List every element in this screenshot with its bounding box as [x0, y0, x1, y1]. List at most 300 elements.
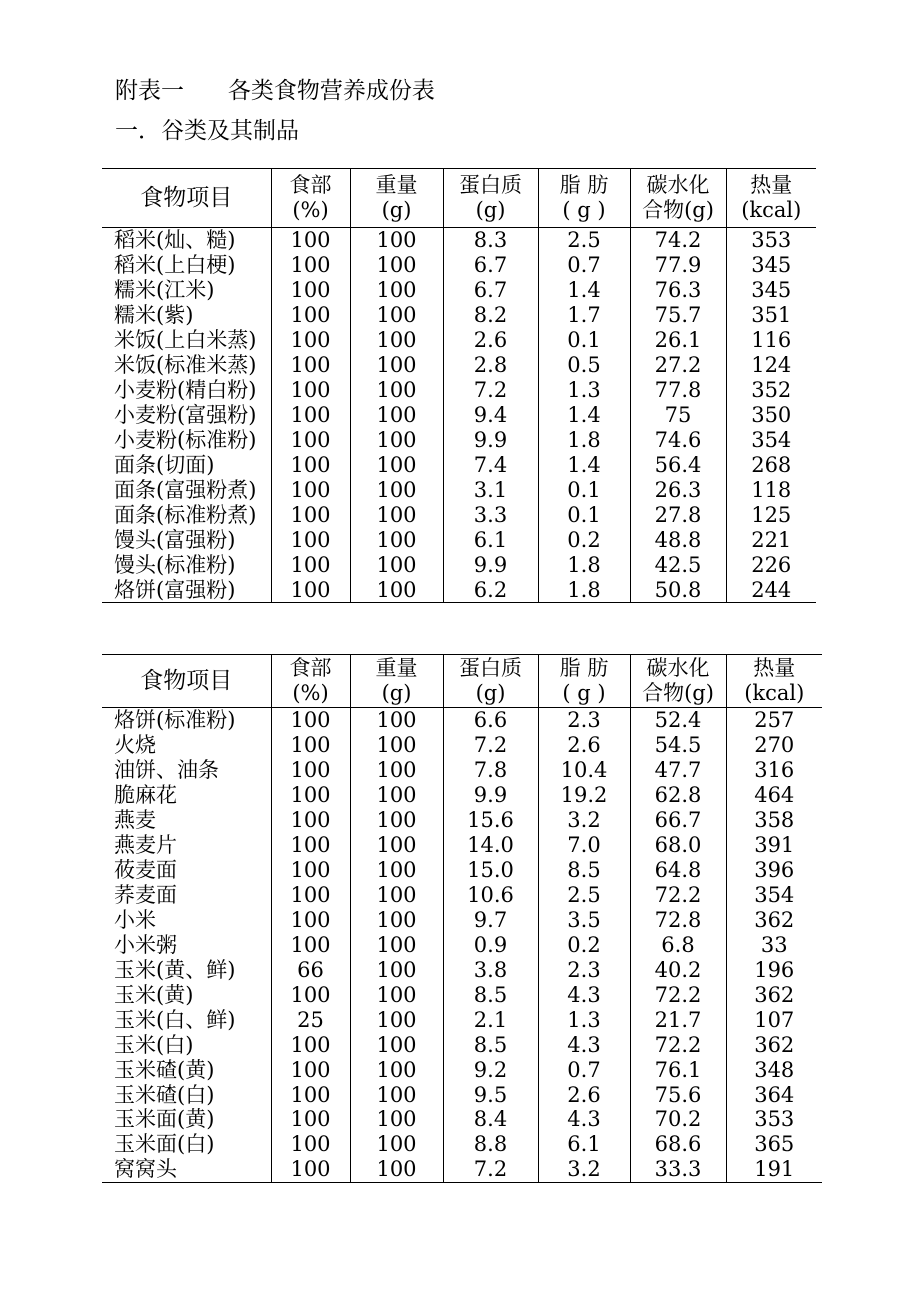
cell-energy: 345 [726, 278, 816, 303]
cell-food-item: 米饭(上白米蒸) [114, 328, 257, 353]
table-row [102, 883, 822, 908]
header-line: (kcal) [744, 681, 805, 705]
cell-food-item: 玉米(白、鲜) [114, 1007, 236, 1032]
cell-food-item: 玉米面(黄) [114, 1107, 215, 1132]
table-row [102, 1157, 822, 1182]
cell-edible-portion: 100 [271, 353, 350, 378]
nutrition-table-1 [102, 168, 816, 603]
cell-protein: 8.8 [443, 1132, 538, 1157]
cell-weight: 100 [350, 428, 443, 453]
cell-fat: 1.8 [538, 577, 630, 602]
section-heading: 一．谷类及其制品 [115, 118, 299, 144]
cell-energy: 354 [726, 883, 822, 908]
header-line: 重量 [375, 173, 418, 197]
cell-fat: 1.4 [538, 278, 630, 303]
cell-edible-portion: 100 [271, 883, 350, 908]
cell-food-item: 面条(切面) [114, 452, 215, 477]
cell-weight: 100 [350, 932, 443, 957]
table-row [102, 378, 816, 403]
header-carbohydrate [630, 169, 726, 228]
cell-weight: 100 [350, 1057, 443, 1082]
cell-energy: 226 [726, 552, 816, 577]
table-row [102, 577, 816, 602]
header-line: (kcal) [741, 198, 802, 222]
cell-protein: 3.8 [443, 957, 538, 982]
cell-edible-portion: 100 [271, 808, 350, 833]
cell-carbohydrate: 48.8 [630, 527, 726, 552]
header-line: 热量 [750, 173, 793, 197]
cell-fat: 3.2 [538, 808, 630, 833]
cell-carbohydrate: 47.7 [630, 758, 726, 783]
cell-food-item: 馒头(富强粉) [114, 527, 236, 552]
cell-edible-portion: 100 [271, 783, 350, 808]
cell-energy: 391 [726, 833, 822, 858]
header-fat [538, 169, 630, 228]
cell-carbohydrate: 64.8 [630, 858, 726, 883]
cell-fat: 0.7 [538, 1057, 630, 1082]
cell-energy: 124 [726, 353, 816, 378]
cell-protein: 6.7 [443, 253, 538, 278]
table-row [102, 403, 816, 428]
cell-energy: 358 [726, 808, 822, 833]
header-line: 合物(g) [642, 198, 714, 222]
cell-weight: 100 [350, 1107, 443, 1132]
cell-weight: 100 [350, 353, 443, 378]
cell-edible-portion: 100 [271, 1157, 350, 1182]
cell-food-item: 糯米(江米) [114, 278, 215, 303]
cell-energy: 348 [726, 1057, 822, 1082]
cell-food-item: 稻米(灿、糙) [114, 228, 236, 253]
cell-fat: 1.3 [538, 1007, 630, 1032]
cell-weight: 100 [350, 1007, 443, 1032]
cell-fat: 2.6 [538, 1082, 630, 1107]
cell-protein: 9.9 [443, 428, 538, 453]
cell-carbohydrate: 72.8 [630, 908, 726, 933]
table-row [102, 708, 822, 733]
cell-protein: 3.1 [443, 477, 538, 502]
table-row [102, 253, 816, 278]
cell-weight: 100 [350, 833, 443, 858]
header-line: 蛋白质 [459, 173, 522, 197]
cell-weight: 100 [350, 1132, 443, 1157]
cell-carbohydrate: 77.8 [630, 378, 726, 403]
cell-energy: 270 [726, 733, 822, 758]
table-row [102, 328, 816, 353]
cell-food-item: 馒头(标准粉) [114, 552, 236, 577]
cell-fat: 4.3 [538, 1032, 630, 1057]
cell-fat: 0.7 [538, 253, 630, 278]
cell-food-item: 稻米(上白梗) [114, 253, 236, 278]
cell-edible-portion: 66 [271, 957, 350, 982]
cell-protein: 6.2 [443, 577, 538, 602]
cell-weight: 100 [350, 577, 443, 602]
cell-edible-portion: 100 [271, 932, 350, 957]
cell-carbohydrate: 26.3 [630, 477, 726, 502]
cell-carbohydrate: 72.2 [630, 982, 726, 1007]
table-row [102, 452, 816, 477]
cell-fat: 4.3 [538, 1107, 630, 1132]
cell-protein: 15.0 [443, 858, 538, 883]
cell-food-item: 玉米(白) [114, 1032, 194, 1057]
cell-energy: 396 [726, 858, 822, 883]
header-fat [538, 655, 630, 708]
cell-food-item: 油饼、油条 [114, 758, 219, 783]
cell-fat: 3.5 [538, 908, 630, 933]
cell-food-item: 小麦粉(精白粉) [114, 378, 257, 403]
cell-weight: 100 [350, 477, 443, 502]
header-line: 脂 肪 [559, 173, 609, 197]
cell-food-item: 糯米(紫) [114, 303, 194, 328]
header-line: ( g ) [562, 681, 606, 705]
table-row [102, 758, 822, 783]
cell-edible-portion: 100 [271, 733, 350, 758]
cell-energy: 362 [726, 1032, 822, 1057]
cell-carbohydrate: 27.2 [630, 353, 726, 378]
cell-fat: 2.6 [538, 733, 630, 758]
cell-food-item: 烙饼(富强粉) [102, 577, 271, 602]
cell-fat: 2.5 [538, 883, 630, 908]
header-line: (g) [381, 681, 412, 705]
cell-fat: 10.4 [538, 758, 630, 783]
cell-carbohydrate: 26.1 [630, 328, 726, 353]
cell-weight: 100 [350, 1082, 443, 1107]
cell-edible-portion: 100 [271, 858, 350, 883]
cell-energy: 365 [726, 1132, 822, 1157]
cell-food-item: 窝窝头 [102, 1157, 271, 1182]
cell-energy: 464 [726, 783, 822, 808]
cell-food-item: 面条(标准粉煮) [114, 502, 257, 527]
cell-energy: 196 [726, 957, 822, 982]
table-row [102, 1107, 822, 1132]
cell-edible-portion: 100 [271, 502, 350, 527]
cell-protein: 9.9 [443, 783, 538, 808]
cell-energy: 107 [726, 1007, 822, 1032]
cell-protein: 2.8 [443, 353, 538, 378]
cell-edible-portion: 100 [271, 477, 350, 502]
cell-weight: 100 [350, 783, 443, 808]
cell-fat: 0.1 [538, 328, 630, 353]
cell-protein: 7.4 [443, 452, 538, 477]
header-weight [350, 655, 443, 708]
cell-fat: 4.3 [538, 982, 630, 1007]
cell-protein: 9.4 [443, 403, 538, 428]
table-row [102, 353, 816, 378]
cell-edible-portion: 100 [271, 228, 350, 253]
cell-food-item: 脆麻花 [114, 783, 177, 808]
cell-energy: 353 [726, 1107, 822, 1132]
cell-protein: 8.4 [443, 1107, 538, 1132]
cell-edible-portion: 100 [271, 403, 350, 428]
table-row [102, 552, 816, 577]
table-row [102, 428, 816, 453]
table-row [102, 303, 816, 328]
cell-carbohydrate: 40.2 [630, 957, 726, 982]
cell-fat: 1.8 [538, 552, 630, 577]
cell-edible-portion: 100 [271, 1057, 350, 1082]
table-row [102, 477, 816, 502]
cell-weight: 100 [350, 908, 443, 933]
cell-food-item: 玉米碴(黄) [114, 1057, 215, 1082]
cell-carbohydrate: 56.4 [630, 452, 726, 477]
cell-food-item: 燕麦片 [114, 833, 177, 858]
cell-energy: 345 [726, 253, 816, 278]
cell-energy: 362 [726, 982, 822, 1007]
cell-carbohydrate: 76.3 [630, 278, 726, 303]
cell-fat: 2.3 [538, 957, 630, 982]
cell-protein: 7.2 [443, 733, 538, 758]
cell-edible-portion: 100 [271, 452, 350, 477]
table-row [102, 957, 822, 982]
cell-energy: 191 [726, 1157, 822, 1182]
cell-carbohydrate: 75.6 [630, 1082, 726, 1107]
cell-energy: 244 [726, 577, 816, 602]
cell-energy: 125 [726, 502, 816, 527]
cell-protein: 8.5 [443, 982, 538, 1007]
table-row [102, 1007, 822, 1032]
cell-edible-portion: 100 [271, 278, 350, 303]
cell-edible-portion: 100 [271, 378, 350, 403]
cell-edible-portion: 100 [271, 833, 350, 858]
header-edible-portion [271, 655, 350, 708]
cell-edible-portion: 100 [271, 758, 350, 783]
table-row [102, 982, 822, 1007]
cell-carbohydrate: 72.2 [630, 1032, 726, 1057]
table-row [102, 1132, 822, 1157]
table-body [102, 708, 822, 1183]
cell-carbohydrate: 76.1 [630, 1057, 726, 1082]
cell-fat: 19.2 [538, 783, 630, 808]
nutrition-table-2 [102, 654, 822, 1183]
table-row [102, 858, 822, 883]
cell-energy: 362 [726, 908, 822, 933]
cell-protein: 10.6 [443, 883, 538, 908]
cell-protein: 8.3 [443, 228, 538, 253]
cell-protein: 7.2 [443, 1157, 538, 1182]
header-line: 蛋白质 [459, 656, 522, 680]
header-line: (g) [475, 681, 506, 705]
cell-protein: 9.5 [443, 1082, 538, 1107]
cell-carbohydrate: 33.3 [630, 1157, 726, 1182]
cell-protein: 7.8 [443, 758, 538, 783]
cell-fat: 0.1 [538, 477, 630, 502]
cell-food-item: 荞麦面 [114, 883, 177, 908]
header-line: (%) [292, 198, 329, 222]
header-line: 合物(g) [642, 681, 714, 705]
cell-fat: 0.1 [538, 502, 630, 527]
cell-protein: 3.3 [443, 502, 538, 527]
cell-weight: 100 [350, 808, 443, 833]
cell-energy: 350 [726, 403, 816, 428]
cell-fat: 1.3 [538, 378, 630, 403]
cell-weight: 100 [350, 733, 443, 758]
cell-carbohydrate: 27.8 [630, 502, 726, 527]
cell-carbohydrate: 6.8 [630, 932, 726, 957]
cell-edible-portion: 25 [271, 1007, 350, 1032]
cell-food-item: 玉米(黄) [114, 982, 194, 1007]
cell-carbohydrate: 52.4 [630, 708, 726, 733]
cell-energy: 316 [726, 758, 822, 783]
table-row [102, 808, 822, 833]
header-line: 热量 [753, 656, 796, 680]
header-line: 食部 [289, 656, 332, 680]
header-edible-portion [271, 169, 350, 228]
cell-protein: 8.2 [443, 303, 538, 328]
cell-protein: 6.7 [443, 278, 538, 303]
cell-weight: 100 [350, 303, 443, 328]
cell-fat: 3.2 [538, 1157, 630, 1182]
cell-protein: 6.1 [443, 527, 538, 552]
table-row [102, 1057, 822, 1082]
cell-food-item: 玉米面(白) [114, 1132, 215, 1157]
cell-edible-portion: 100 [271, 328, 350, 353]
cell-weight: 100 [350, 1032, 443, 1057]
table-row [102, 1032, 822, 1057]
cell-carbohydrate: 75.7 [630, 303, 726, 328]
cell-fat: 1.4 [538, 452, 630, 477]
cell-weight: 100 [350, 452, 443, 477]
cell-food-item: 小麦粉(富强粉) [114, 403, 257, 428]
cell-weight: 100 [350, 858, 443, 883]
cell-protein: 14.0 [443, 833, 538, 858]
cell-weight: 100 [350, 1157, 443, 1182]
header-food-item [102, 655, 271, 708]
cell-fat: 7.0 [538, 833, 630, 858]
cell-carbohydrate: 68.0 [630, 833, 726, 858]
cell-food-item: 小米 [114, 907, 156, 932]
cell-weight: 100 [350, 527, 443, 552]
cell-fat: 0.2 [538, 932, 630, 957]
cell-weight: 100 [350, 403, 443, 428]
cell-food-item: 玉米碴(白) [114, 1082, 215, 1107]
header-weight [350, 169, 443, 228]
header-line: 食物项目 [140, 184, 233, 211]
cell-edible-portion: 100 [271, 303, 350, 328]
cell-energy: 118 [726, 477, 816, 502]
cell-carbohydrate: 54.5 [630, 733, 726, 758]
cell-carbohydrate: 62.8 [630, 783, 726, 808]
cell-food-item: 玉米(黄、鲜) [114, 957, 236, 982]
header-row [102, 169, 816, 228]
table-row [102, 1082, 822, 1107]
cell-edible-portion: 100 [271, 552, 350, 577]
cell-fat: 0.2 [538, 527, 630, 552]
cell-protein: 9.2 [443, 1057, 538, 1082]
header-line: 食部 [289, 173, 332, 197]
table-row [102, 932, 822, 957]
cell-weight: 100 [350, 502, 443, 527]
header-protein [443, 169, 538, 228]
cell-food-item: 火烧 [114, 733, 156, 758]
cell-energy: 116 [726, 328, 816, 353]
cell-carbohydrate: 72.2 [630, 883, 726, 908]
header-line: (g) [475, 198, 506, 222]
table-row [102, 527, 816, 552]
cell-energy: 351 [726, 303, 816, 328]
header-carbohydrate [630, 655, 726, 708]
cell-carbohydrate: 66.7 [630, 808, 726, 833]
header-line: 脂 肪 [559, 656, 609, 680]
cell-carbohydrate: 70.2 [630, 1107, 726, 1132]
header-line: 食物项目 [140, 667, 233, 694]
cell-edible-portion: 100 [271, 527, 350, 552]
header-line: 碳水化 [646, 173, 710, 197]
header-line: 碳水化 [646, 656, 710, 680]
cell-carbohydrate: 74.2 [630, 228, 726, 253]
cell-food-item: 莜麦面 [114, 858, 177, 883]
header-energy [726, 169, 816, 228]
header-food-item [102, 169, 271, 228]
cell-fat: 6.1 [538, 1132, 630, 1157]
table-row [102, 228, 816, 253]
cell-protein: 0.9 [443, 932, 538, 957]
cell-protein: 9.9 [443, 552, 538, 577]
cell-weight: 100 [350, 552, 443, 577]
cell-carbohydrate: 42.5 [630, 552, 726, 577]
cell-food-item: 燕麦 [114, 808, 156, 833]
cell-weight: 100 [350, 328, 443, 353]
cell-carbohydrate: 77.9 [630, 253, 726, 278]
cell-weight: 100 [350, 278, 443, 303]
cell-weight: 100 [350, 708, 443, 733]
cell-energy: 33 [726, 932, 822, 957]
cell-protein: 7.2 [443, 378, 538, 403]
cell-food-item: 烙饼(标准粉) [114, 708, 236, 733]
cell-energy: 354 [726, 428, 816, 453]
cell-energy: 257 [726, 708, 822, 733]
header-line: (g) [381, 198, 412, 222]
cell-fat: 0.5 [538, 353, 630, 378]
cell-protein: 2.6 [443, 328, 538, 353]
cell-weight: 100 [350, 253, 443, 278]
header-protein [443, 655, 538, 708]
cell-carbohydrate: 74.6 [630, 428, 726, 453]
cell-protein: 2.1 [443, 1007, 538, 1032]
cell-fat: 1.7 [538, 303, 630, 328]
header-line: ( g ) [562, 198, 606, 222]
table-body [102, 228, 816, 603]
header-energy [726, 655, 822, 708]
cell-fat: 2.5 [538, 228, 630, 253]
cell-edible-portion: 100 [271, 1082, 350, 1107]
cell-protein: 6.6 [443, 708, 538, 733]
table-row [102, 733, 822, 758]
cell-weight: 100 [350, 982, 443, 1007]
cell-edible-portion: 100 [271, 1032, 350, 1057]
cell-fat: 1.4 [538, 403, 630, 428]
cell-weight: 100 [350, 378, 443, 403]
table-row [102, 278, 816, 303]
cell-food-item: 面条(富强粉煮) [114, 477, 257, 502]
cell-food-item: 米饭(标准米蒸) [114, 353, 257, 378]
table-row [102, 783, 822, 808]
cell-energy: 221 [726, 527, 816, 552]
cell-edible-portion: 100 [271, 253, 350, 278]
cell-carbohydrate: 21.7 [630, 1007, 726, 1032]
cell-weight: 100 [350, 883, 443, 908]
cell-protein: 15.6 [443, 808, 538, 833]
table-row [102, 908, 822, 933]
header-line: 重量 [375, 656, 418, 680]
cell-carbohydrate: 50.8 [630, 577, 726, 602]
cell-weight: 100 [350, 228, 443, 253]
cell-carbohydrate: 68.6 [630, 1132, 726, 1157]
cell-weight: 100 [350, 758, 443, 783]
cell-fat: 2.3 [538, 708, 630, 733]
table-row [102, 502, 816, 527]
document-title: 附表一 各类食物营养成份表 [115, 78, 435, 104]
cell-edible-portion: 100 [271, 1132, 350, 1157]
cell-energy: 353 [726, 228, 816, 253]
